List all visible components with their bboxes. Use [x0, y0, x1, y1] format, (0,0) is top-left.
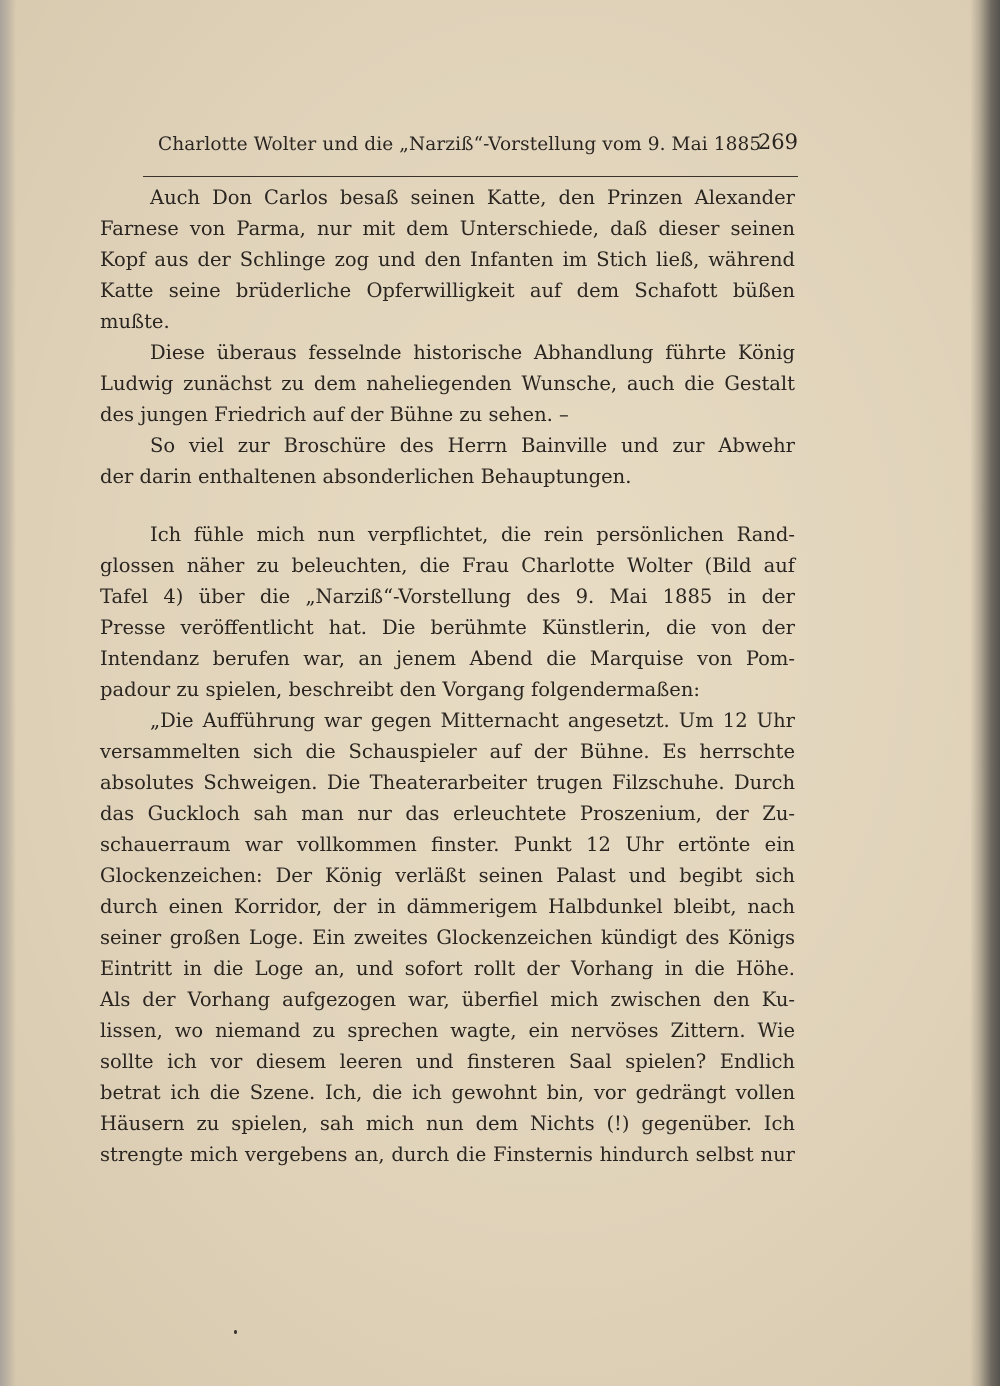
text-line: des jungen Friedrich auf der Bühne zu sehen. –: [100, 403, 569, 426]
paragraph: [100, 519, 795, 705]
header-rule: [143, 176, 798, 177]
running-header-title: Charlotte Wolter und die „Narziß“-Vorstellung vom 9. Mai 1885: [158, 134, 762, 155]
paper-speck: [234, 1330, 237, 1334]
running-header: [158, 128, 798, 162]
text-line: Glockenzeichen: Der König verläßt seinen Palast und begibt sich: [100, 864, 795, 887]
text-line: durch einen Korridor, der in dämmerigem Halbdunkel bleibt, nach: [100, 895, 795, 918]
paragraph: [100, 182, 795, 337]
text-line: padour zu spielen, beschreibt den Vorgang folgendermaßen:: [100, 678, 700, 701]
page-number: 269: [757, 130, 798, 154]
text-line: absolutes Schweigen. Die Theaterarbeiter trugen Filzschuhe. Durch: [100, 771, 795, 794]
body-text: [100, 182, 795, 1170]
text-line: Ich fühle mich nun verpflichtet, die rein persönlichen Rand-: [150, 523, 795, 546]
page-left-edge: [0, 0, 16, 1386]
text-line: Häusern zu spielen, sah mich nun dem Nichts (!) gegenüber. Ich: [100, 1112, 795, 1135]
text-line: „Die Aufführung war gegen Mitternacht angesetzt. Um 12 Uhr: [150, 709, 795, 732]
text-line: Intendanz berufen war, an jenem Abend die Marquise von Pom-: [100, 647, 795, 670]
section-gap: [100, 492, 795, 519]
text-line: Farnese von Parma, nur mit dem Unterschiede, daß dieser seinen: [100, 217, 795, 240]
text-line: glossen näher zu beleuchten, die Frau Charlotte Wolter (Bild auf: [100, 554, 795, 577]
text-line: Ludwig zunächst zu dem naheliegenden Wunsche, auch die Gestalt: [100, 372, 795, 395]
quotation-paragraph: [100, 705, 795, 1170]
text-line: Diese überaus fesselnde historische Abhandlung führte König: [150, 341, 795, 364]
text-line: sollte ich vor diesem leeren und finsteren Saal spielen? Endlich: [100, 1050, 795, 1073]
text-line: das Guckloch sah man nur das erleuchtete Proszenium, der Zu-: [100, 802, 795, 825]
text-line: Presse veröffentlicht hat. Die berühmte Künstlerin, die von der: [100, 616, 795, 639]
text-line: So viel zur Broschüre des Herrn Bainville und zur Abwehr: [150, 434, 795, 457]
text-line: seiner großen Loge. Ein zweites Glockenzeichen kündigt des Königs: [100, 926, 795, 949]
text-line: der darin enthaltenen absonderlichen Behauptungen.: [100, 465, 632, 488]
text-line: Eintritt in die Loge an, und sofort rollt der Vorhang in die Höhe.: [100, 957, 795, 980]
text-line: mußte.: [100, 310, 170, 333]
paragraph: [100, 337, 795, 430]
text-line: strengte mich vergebens an, durch die Finsternis hindurch selbst nur: [100, 1143, 795, 1166]
text-line: lissen, wo niemand zu sprechen wagte, ein nervöses Zittern. Wie: [100, 1019, 795, 1042]
text-line: Tafel 4) über die „Narziß“-Vorstellung des 9. Mai 1885 in der: [100, 585, 795, 608]
text-line: Katte seine brüderliche Opferwilligkeit auf dem Schafott büßen: [100, 279, 795, 302]
text-line: betrat ich die Szene. Ich, die ich gewohnt bin, vor gedrängt vollen: [100, 1081, 795, 1104]
text-line: Kopf aus der Schlinge zog und den Infanten im Stich ließ, während: [100, 248, 795, 271]
text-line: schauerraum war vollkommen finster. Punkt 12 Uhr ertönte ein: [100, 833, 795, 856]
text-line: Als der Vorhang aufgezogen war, überfiel mich zwischen den Ku-: [100, 988, 795, 1011]
text-line: Auch Don Carlos besaß seinen Katte, den Prinzen Alexander: [150, 186, 795, 209]
text-line: versammelten sich die Schauspieler auf der Bühne. Es herrschte: [100, 740, 795, 763]
paragraph: [100, 430, 795, 492]
page-right-edge: [970, 0, 1000, 1386]
